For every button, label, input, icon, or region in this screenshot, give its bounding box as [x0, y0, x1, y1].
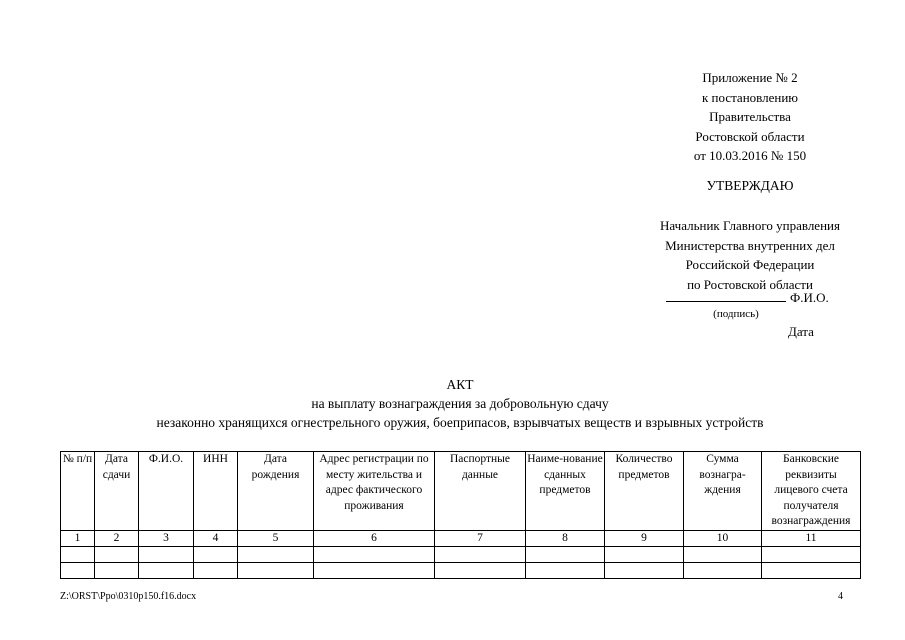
column-number: 3: [139, 530, 194, 546]
table-cell: [314, 546, 435, 562]
official-block: [620, 216, 880, 294]
column-number: 8: [526, 530, 605, 546]
column-number: 7: [435, 530, 526, 546]
table-cell: [435, 562, 526, 578]
footer-file-path: Z:\ORST\Ppo\0310p150.f16.docx: [60, 591, 197, 602]
column-number-row: [61, 530, 861, 546]
table-cell: [61, 562, 95, 578]
official-line: по Ростовской области: [687, 276, 813, 292]
act-title: АКТ: [446, 377, 474, 392]
signature-caption: (подпись): [713, 308, 759, 320]
act-heading: [60, 375, 860, 432]
table-cell: [762, 562, 861, 578]
column-header: Банковские реквизиты лицевого счета получателя вознаграждения: [762, 452, 861, 531]
signature-line: [666, 288, 786, 302]
column-number: 9: [605, 530, 684, 546]
appendix-line: Ростовской области: [695, 128, 805, 144]
column-header: Сумма вознагра-ждения: [684, 452, 762, 531]
column-header: Наиме-нование сданных предметов: [526, 452, 605, 531]
table-cell: [61, 546, 95, 562]
official-line: Российской Федерации: [685, 257, 815, 272]
table-cell: [684, 546, 762, 562]
table-cell: [526, 562, 605, 578]
table-cell: [314, 562, 435, 578]
column-header: № п/п: [61, 452, 95, 531]
column-header: Дата сдачи: [95, 452, 139, 531]
act-subtitle-line: на выплату вознаграждения за добровольную сдачу: [311, 396, 609, 411]
column-number: 10: [684, 530, 762, 546]
column-header: Дата рождения: [238, 452, 314, 531]
appendix-line: к постановлению: [701, 89, 799, 105]
table-cell: [194, 546, 238, 562]
signature-fio-label: Ф.И.О.: [790, 290, 829, 305]
table-cell: [238, 562, 314, 578]
table-row: [61, 546, 861, 562]
act-subtitle-line: незаконно хранящихся огнестрельного оружия, боеприпасов, взрывчатых веществ и взрывных устройств: [156, 415, 764, 430]
appendix-block: [640, 68, 860, 166]
table-cell: [526, 546, 605, 562]
table-cell: [139, 562, 194, 578]
column-header: ИНН: [194, 452, 238, 531]
column-number: 5: [238, 530, 314, 546]
column-header: Количество предметов: [605, 452, 684, 531]
column-header: Паспортные данные: [435, 452, 526, 531]
official-line: Начальник Главного управления: [660, 218, 840, 233]
table-cell: [95, 562, 139, 578]
table-cell: [684, 562, 762, 578]
table-cell: [435, 546, 526, 562]
approval-title: УТВЕРЖДАЮ: [706, 178, 794, 193]
appendix-line: от 10.03.2016 № 150: [693, 148, 807, 163]
column-number: 1: [61, 530, 95, 546]
act-table: [60, 451, 861, 579]
column-header: Ф.И.О.: [139, 452, 194, 531]
appendix-line: Правительства: [709, 109, 791, 124]
column-header: Адрес регистрации по месту жительства и адрес фактического проживания: [314, 452, 435, 531]
column-number: 11: [762, 530, 861, 546]
table-cell: [605, 562, 684, 578]
page-number: 4: [838, 591, 843, 602]
official-line: Министерства внутренних дел: [665, 237, 835, 253]
table-cell: [762, 546, 861, 562]
date-label: Дата: [788, 324, 814, 339]
appendix-line: Приложение № 2: [702, 70, 798, 85]
table-cell: [139, 546, 194, 562]
table-cell: [95, 546, 139, 562]
table-cell: [238, 546, 314, 562]
table-row: [61, 562, 861, 578]
column-number: 2: [95, 530, 139, 546]
table-cell: [194, 562, 238, 578]
table-header-row: [61, 452, 861, 531]
column-number: 6: [314, 530, 435, 546]
table-cell: [605, 546, 684, 562]
column-number: 4: [194, 530, 238, 546]
